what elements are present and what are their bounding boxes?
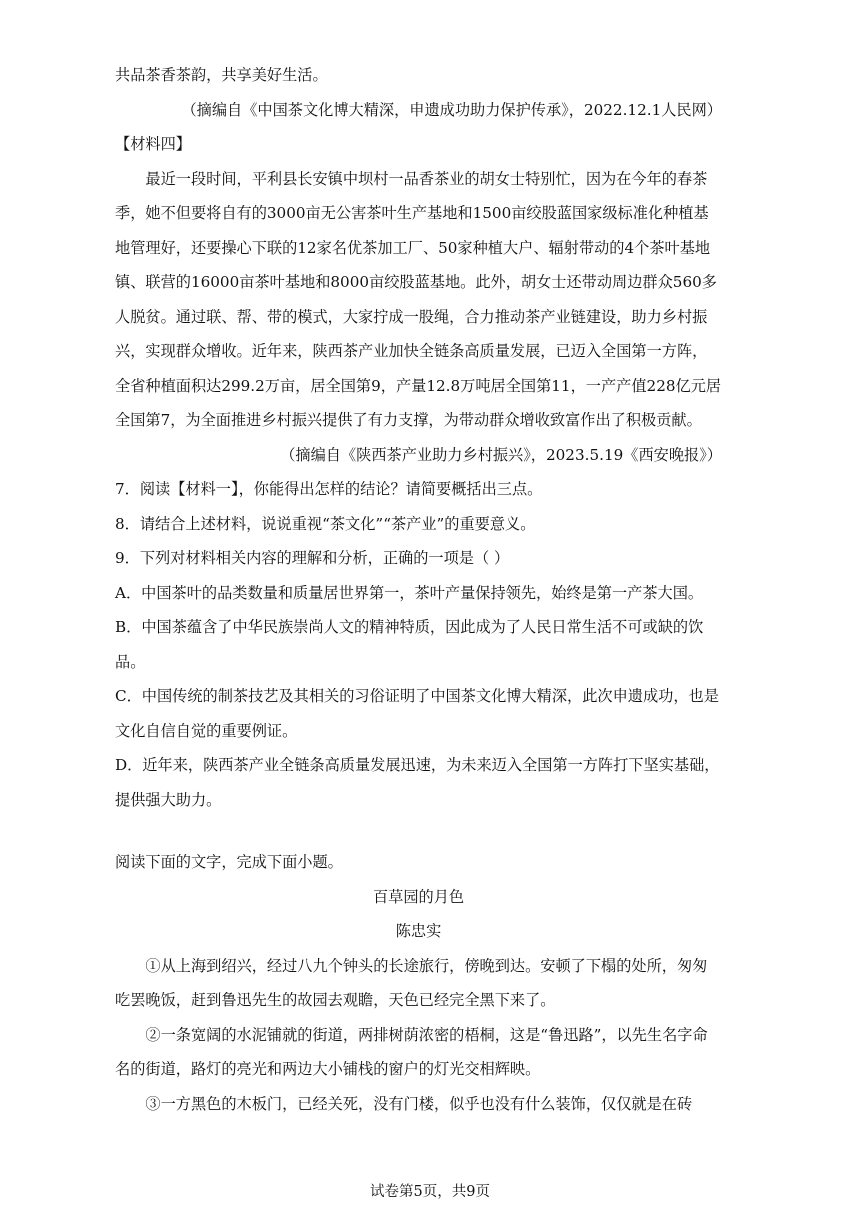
section-gap (115, 817, 722, 845)
essay-paragraph-2: ②一条宽阔的水泥铺就的街道，两排树荫浓密的梧桐，这是“鲁迅路”，以先生名字命名的街道，路灯的亮光和两边大小铺栈的窗户的灯光交相辉映。 (115, 1025, 708, 1078)
essay-paragraph-3: ③一方黑色的木板门，已经关死，没有门楼，似乎也没有什么装饰，仅仅就是在砖 (145, 1094, 693, 1113)
page-footer: 试卷第5页，共9页 (370, 1184, 490, 1200)
question-9: 9．下列对材料相关内容的理解和分析，正确的一项是（ ） (115, 549, 510, 567)
source-citation: （摘编自《中国茶文化博大精深，申遗成功助力保护传承》，2022.12.1人民网） (181, 100, 722, 119)
option-d: D．近年来，陕西茶产业全链条高质量发展迅速，为未来迈入全国第一方阵打下坚实基础，提供强大助力。 (115, 756, 720, 809)
option-c: C．中国传统的制茶技艺及其相关的习俗证明了中国茶文化博大精深，此次申遗成功，也是文化自信自觉的重要例证。 (115, 687, 719, 740)
option-b: B．中国茶蕴含了中华民族崇尚人文的精神特质，因此成为了人民日常生活不可或缺的饮品。 (115, 618, 704, 671)
essay-paragraph-1: ①从上海到绍兴，经过八九个钟头的长途旅行，傍晚到达。安顿了下榻的处所，匆匆吃罢晚饭，赶到鲁迅先生的故园去观瞻，天色已经完全黑下来了。 (115, 956, 708, 1009)
reading-instruction: 阅读下面的文字，完成下面小题。 (115, 853, 343, 871)
question-7: 7．阅读【材料一】，你能得出怎样的结论？请简要概括出三点。 (115, 480, 543, 498)
question-8: 8．请结合上述材料，说说重视“茶文化”“茶产业”的重要意义。 (115, 514, 536, 533)
essay-author: 陈忠实 (395, 922, 442, 940)
material-heading: 【材料四】 (115, 135, 191, 153)
essay-title: 百草园的月色 (372, 887, 465, 906)
page-content (115, 58, 722, 1121)
option-a: A．中国茶叶的品类数量和质量居世界第一，茶叶产量保持领先，始终是第一产茶大国。 (115, 583, 704, 602)
material-paragraph: 最近一段时间，平利县长安镇中坝村一品香茶业的胡女士特别忙，因为在今年的春茶季，她不但要将自有的3000亩无公害茶叶生产基地和1500亩绞股蓝国家级标准化种植基地管理好，还要操心下联的12家名优茶加工厂、50家种植大户、辐射带动的4个茶叶基地镇、联营的16000亩茶叶基地和8000亩绞股蓝基地。此外，胡女士还带动周边群众560多人脱贫。通过联、帮、带的模式，大家拧成一股绳，合力推动茶产业链建设，助力乡村振兴，实现群众增收。近年来，陕西茶产业加快全链条高质量发展，已迈入全国第一方阵，全省种植面积达299.2万亩，居全国第9，产量12.8万吨居全国第11，一产产值228亿元居全国第7，为全面推进乡村振兴提供了有力支撑，为带动群众增收致富作出了积极贡献。 (115, 169, 722, 429)
text-line: 共品茶香茶韵，共享美好生活。 (115, 66, 328, 84)
source-citation: （摘编自《陕西茶产业助力乡村振兴》，2023.5.19《西安晚报》） (280, 445, 722, 464)
